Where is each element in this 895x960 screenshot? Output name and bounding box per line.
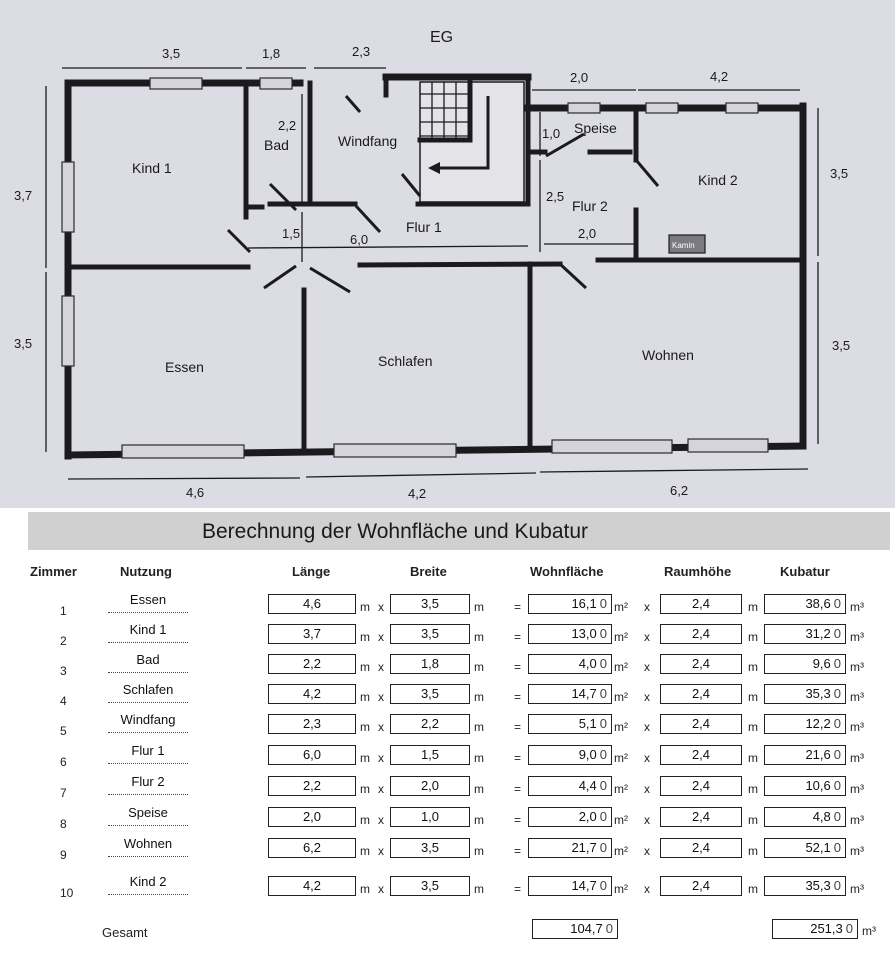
length-field[interactable]: 4,6 (268, 594, 356, 614)
kubatur-value: 38,6 (805, 596, 831, 611)
room-label-speise: Speise (574, 120, 617, 136)
total-label: Gesamt (102, 925, 148, 940)
times-sign: x (378, 782, 384, 796)
usage-underline (108, 702, 188, 703)
kubatur-unit: m³ (850, 600, 864, 614)
kubatur-value: 10,6 (805, 778, 831, 793)
height-unit: m (748, 882, 758, 896)
width-field[interactable]: 3,5 (390, 838, 470, 858)
kubatur-zero: 0 (833, 878, 841, 893)
row-number: 8 (60, 817, 67, 831)
width-field[interactable]: 3,5 (390, 624, 470, 644)
room-label-kind2: Kind 2 (698, 172, 738, 188)
usage-underline (108, 732, 188, 733)
equals-sign: = (514, 660, 522, 674)
area-unit: m² (614, 813, 628, 827)
room-usage: Windfang (120, 712, 176, 727)
width-field[interactable]: 3,5 (390, 594, 470, 614)
staircase (420, 82, 524, 202)
total-kubatur-value: 251,3 (810, 921, 843, 936)
area-field[interactable] (528, 714, 612, 734)
width-field[interactable]: 1,8 (390, 654, 470, 674)
dim-left-lower: 3,5 (14, 336, 33, 351)
row-number: 4 (60, 694, 67, 708)
table-row (0, 594, 895, 624)
calculation-title: Berechnung der Wohnfläche und Kubatur (202, 520, 589, 543)
usage-underline (108, 825, 188, 826)
title-bar (28, 512, 890, 550)
row-number: 3 (60, 664, 67, 678)
kubatur-value: 52,1 (805, 840, 831, 855)
width-unit: m (474, 882, 484, 896)
total-area-value: 104,7 (570, 921, 603, 936)
kubatur-zero: 0 (833, 809, 841, 824)
length-unit: m (360, 630, 370, 644)
row-number: 1 (60, 604, 67, 618)
height-unit: m (748, 720, 758, 734)
area-unit: m² (614, 882, 628, 896)
length-unit: m (360, 782, 370, 796)
height-unit: m (748, 844, 758, 858)
length-field[interactable]: 4,2 (268, 684, 356, 704)
height-unit: m (748, 690, 758, 704)
area-value: 9,0 (578, 747, 597, 762)
usage-underline (108, 672, 188, 673)
times-sign: x (378, 600, 384, 614)
width-unit: m (474, 844, 484, 858)
times-sign: x (644, 751, 650, 765)
kubatur-unit: m³ (850, 720, 864, 734)
times-sign: x (644, 690, 650, 704)
width-unit: m (474, 690, 484, 704)
area-field[interactable] (528, 876, 612, 896)
equals-sign: = (514, 782, 522, 796)
total-kubatur-unit: m³ (862, 924, 876, 938)
kubatur-unit: m³ (850, 660, 864, 674)
table-row (0, 776, 895, 806)
room-usage: Essen (129, 592, 167, 607)
length-unit: m (360, 600, 370, 614)
kubatur-zero: 0 (833, 596, 841, 611)
equals-sign: = (514, 630, 522, 644)
dim-bottom-wohnen: 6,2 (670, 483, 689, 498)
length-unit: m (360, 660, 370, 674)
times-sign: x (378, 813, 384, 827)
room-label-wohnen: Wohnen (642, 347, 694, 363)
kubatur-zero: 0 (833, 778, 841, 793)
times-sign: x (378, 690, 384, 704)
times-sign: x (644, 600, 650, 614)
length-field[interactable]: 2,0 (268, 807, 356, 827)
area-value: 5,1 (578, 716, 597, 731)
kubatur-zero: 0 (833, 656, 841, 671)
width-unit: m (474, 600, 484, 614)
total-kubatur-zero: 0 (845, 921, 853, 936)
area-zero: 0 (599, 656, 607, 671)
width-unit: m (474, 782, 484, 796)
kubatur-field[interactable] (764, 745, 846, 765)
room-usage: Flur 1 (131, 743, 165, 758)
width-unit: m (474, 630, 484, 644)
usage-underline (108, 642, 188, 643)
kubatur-value: 21,6 (805, 747, 831, 762)
kubatur-field[interactable] (764, 838, 846, 858)
kubatur-value: 9,6 (812, 656, 831, 671)
dim-bottom-schlafen: 4,2 (408, 486, 427, 501)
area-unit: m² (614, 660, 628, 674)
times-sign: x (644, 882, 650, 896)
room-usage: Speise (128, 805, 168, 820)
kubatur-zero: 0 (833, 686, 841, 701)
table-row (0, 624, 895, 654)
table-row (0, 745, 895, 775)
area-zero: 0 (599, 596, 607, 611)
dim-top-bad: 1,8 (262, 46, 281, 61)
room-usage: Wohnen (123, 836, 173, 851)
header-breite: Breite (410, 564, 447, 579)
total-area-zero: 0 (605, 921, 613, 936)
fireplace-label: Kamin (672, 241, 695, 250)
height-field[interactable]: 2,4 (660, 714, 742, 734)
area-field[interactable] (528, 684, 612, 704)
height-unit: m (748, 782, 758, 796)
height-field[interactable]: 2,4 (660, 776, 742, 796)
dim-top-speise: 2,0 (570, 70, 589, 85)
total-kubatur-field[interactable] (772, 919, 858, 939)
equals-sign: = (514, 720, 522, 734)
kubatur-zero: 0 (833, 716, 841, 731)
header-zimmer: Zimmer (30, 564, 77, 579)
kubatur-unit: m³ (850, 690, 864, 704)
times-sign: x (378, 660, 384, 674)
width-unit: m (474, 813, 484, 827)
row-number: 2 (60, 634, 67, 648)
kubatur-value: 35,3 (805, 878, 831, 893)
height-field[interactable]: 2,4 (660, 876, 742, 896)
table-row (0, 714, 895, 744)
table-row (0, 654, 895, 684)
equals-sign: = (514, 690, 522, 704)
area-zero: 0 (599, 747, 607, 762)
kubatur-zero: 0 (833, 747, 841, 762)
area-unit: m² (614, 630, 628, 644)
room-label-schlafen: Schlafen (378, 353, 433, 369)
area-zero: 0 (599, 809, 607, 824)
total-area-field[interactable] (532, 919, 618, 939)
area-zero: 0 (599, 716, 607, 731)
area-value: 21,7 (571, 840, 597, 855)
height-field[interactable]: 2,4 (660, 838, 742, 858)
kubatur-value: 12,2 (805, 716, 831, 731)
area-value: 4,0 (578, 656, 597, 671)
room-usage: Kind 2 (129, 874, 167, 889)
height-field[interactable]: 2,4 (660, 654, 742, 674)
room-label-essen: Essen (165, 359, 204, 375)
table-row (0, 684, 895, 714)
kubatur-unit: m³ (850, 751, 864, 765)
area-value: 14,7 (571, 686, 597, 701)
room-label-flur1: Flur 1 (406, 219, 442, 235)
area-unit: m² (614, 600, 628, 614)
area-field[interactable] (528, 776, 612, 796)
area-zero: 0 (599, 686, 607, 701)
width-field[interactable]: 3,5 (390, 876, 470, 896)
usage-underline (108, 856, 188, 857)
area-zero: 0 (599, 878, 607, 893)
length-unit: m (360, 882, 370, 896)
times-sign: x (378, 630, 384, 644)
room-usage: Schlafen (122, 682, 174, 697)
times-sign: x (644, 844, 650, 858)
kubatur-unit: m³ (850, 813, 864, 827)
equals-sign: = (514, 813, 522, 827)
dim-flur2-length: 2,0 (578, 226, 597, 241)
area-value: 4,4 (578, 778, 597, 793)
kubatur-value: 31,2 (805, 626, 831, 641)
room-label-kind1: Kind 1 (132, 160, 172, 176)
dim-flur1-length: 6,0 (350, 232, 369, 247)
width-unit: m (474, 751, 484, 765)
area-field[interactable] (528, 594, 612, 614)
kubatur-field[interactable] (764, 624, 846, 644)
times-sign: x (644, 630, 650, 644)
kubatur-unit: m³ (850, 844, 864, 858)
length-field[interactable]: 2,3 (268, 714, 356, 734)
area-zero: 0 (599, 626, 607, 641)
area-field[interactable] (528, 654, 612, 674)
area-field[interactable] (528, 838, 612, 858)
dim-bad-height: 2,2 (278, 118, 297, 133)
dim-bottom-essen: 4,6 (186, 485, 205, 500)
height-field[interactable]: 2,4 (660, 624, 742, 644)
dim-flur2-height: 2,5 (546, 189, 565, 204)
header-wohnflaeche: Wohnfläche (530, 564, 604, 579)
header-raumhoehe: Raumhöhe (664, 564, 732, 579)
times-sign: x (644, 813, 650, 827)
header-nutzung: Nutzung (120, 564, 172, 579)
area-value: 2,0 (578, 809, 597, 824)
length-unit: m (360, 751, 370, 765)
equals-sign: = (514, 600, 522, 614)
area-zero: 0 (599, 840, 607, 855)
usage-underline (108, 612, 188, 613)
kubatur-value: 35,3 (805, 686, 831, 701)
dim-speise-height: 1,0 (542, 126, 561, 141)
width-field[interactable]: 1,0 (390, 807, 470, 827)
area-value: 13,0 (571, 626, 597, 641)
width-field[interactable]: 1,5 (390, 745, 470, 765)
length-field[interactable]: 6,0 (268, 745, 356, 765)
dim-left-upper: 3,7 (14, 188, 33, 203)
row-number: 6 (60, 755, 67, 769)
height-field[interactable]: 2,4 (660, 594, 742, 614)
table-row (0, 838, 895, 868)
table-row (0, 876, 895, 906)
length-field[interactable]: 6,2 (268, 838, 356, 858)
length-unit: m (360, 720, 370, 734)
width-unit: m (474, 660, 484, 674)
area-unit: m² (614, 690, 628, 704)
kubatur-unit: m³ (850, 630, 864, 644)
table-row (0, 807, 895, 837)
height-field[interactable]: 2,4 (660, 684, 742, 704)
kubatur-field[interactable] (764, 807, 846, 827)
height-unit: m (748, 600, 758, 614)
kubatur-value: 4,8 (812, 809, 831, 824)
length-unit: m (360, 813, 370, 827)
height-unit: m (748, 751, 758, 765)
width-field[interactable]: 3,5 (390, 684, 470, 704)
kubatur-field[interactable] (764, 714, 846, 734)
usage-underline (108, 794, 188, 795)
length-unit: m (360, 844, 370, 858)
area-unit: m² (614, 720, 628, 734)
kubatur-field[interactable] (764, 594, 846, 614)
dim-right-upper: 3,5 (830, 166, 849, 181)
height-unit: m (748, 630, 758, 644)
times-sign: x (378, 720, 384, 734)
usage-underline (108, 763, 188, 764)
area-zero: 0 (599, 778, 607, 793)
dim-top-kind2: 4,2 (710, 69, 729, 84)
area-value: 14,7 (571, 878, 597, 893)
room-label-bad: Bad (264, 137, 289, 153)
area-field[interactable] (528, 807, 612, 827)
equals-sign: = (514, 751, 522, 765)
area-field[interactable] (528, 745, 612, 765)
room-label-flur2: Flur 2 (572, 198, 608, 214)
kubatur-field[interactable] (764, 684, 846, 704)
row-number: 10 (60, 886, 74, 900)
area-unit: m² (614, 782, 628, 796)
equals-sign: = (514, 844, 522, 858)
area-field[interactable] (528, 624, 612, 644)
kubatur-zero: 0 (833, 626, 841, 641)
times-sign: x (644, 720, 650, 734)
width-unit: m (474, 720, 484, 734)
times-sign: x (378, 751, 384, 765)
height-unit: m (748, 813, 758, 827)
area-unit: m² (614, 751, 628, 765)
width-field[interactable]: 2,2 (390, 714, 470, 734)
kubatur-field[interactable] (764, 776, 846, 796)
times-sign: x (644, 660, 650, 674)
length-field[interactable]: 3,7 (268, 624, 356, 644)
header-kubatur: Kubatur (780, 564, 830, 579)
row-number: 7 (60, 786, 67, 800)
kubatur-field[interactable] (764, 654, 846, 674)
times-sign: x (644, 782, 650, 796)
area-value: 16,1 (571, 596, 597, 611)
dim-flur1-height: 1,5 (282, 226, 301, 241)
length-field[interactable]: 2,2 (268, 776, 356, 796)
dim-right-lower: 3,5 (832, 338, 851, 353)
usage-underline (108, 894, 188, 895)
times-sign: x (378, 844, 384, 858)
room-usage: Kind 1 (129, 622, 167, 637)
kubatur-field[interactable] (764, 876, 846, 896)
row-number: 9 (60, 848, 67, 862)
height-field[interactable]: 2,4 (660, 807, 742, 827)
area-unit: m² (614, 844, 628, 858)
row-number: 5 (60, 724, 67, 738)
times-sign: x (378, 882, 384, 896)
equals-sign: = (514, 882, 522, 896)
dim-top-kind1: 3,5 (162, 46, 181, 61)
height-unit: m (748, 660, 758, 674)
height-field[interactable]: 2,4 (660, 745, 742, 765)
length-field[interactable]: 2,2 (268, 654, 356, 674)
dim-top-windfang: 2,3 (352, 44, 371, 59)
width-field[interactable]: 2,0 (390, 776, 470, 796)
floor-label: EG (430, 29, 454, 46)
header-laenge: Länge (292, 564, 331, 579)
kubatur-unit: m³ (850, 782, 864, 796)
length-unit: m (360, 690, 370, 704)
kubatur-unit: m³ (850, 882, 864, 896)
room-usage: Flur 2 (131, 774, 165, 789)
room-label-windfang: Windfang (338, 133, 398, 149)
calculation-section (0, 508, 895, 960)
length-field[interactable]: 4,2 (268, 876, 356, 896)
room-usage: Bad (136, 652, 160, 667)
kubatur-zero: 0 (833, 840, 841, 855)
